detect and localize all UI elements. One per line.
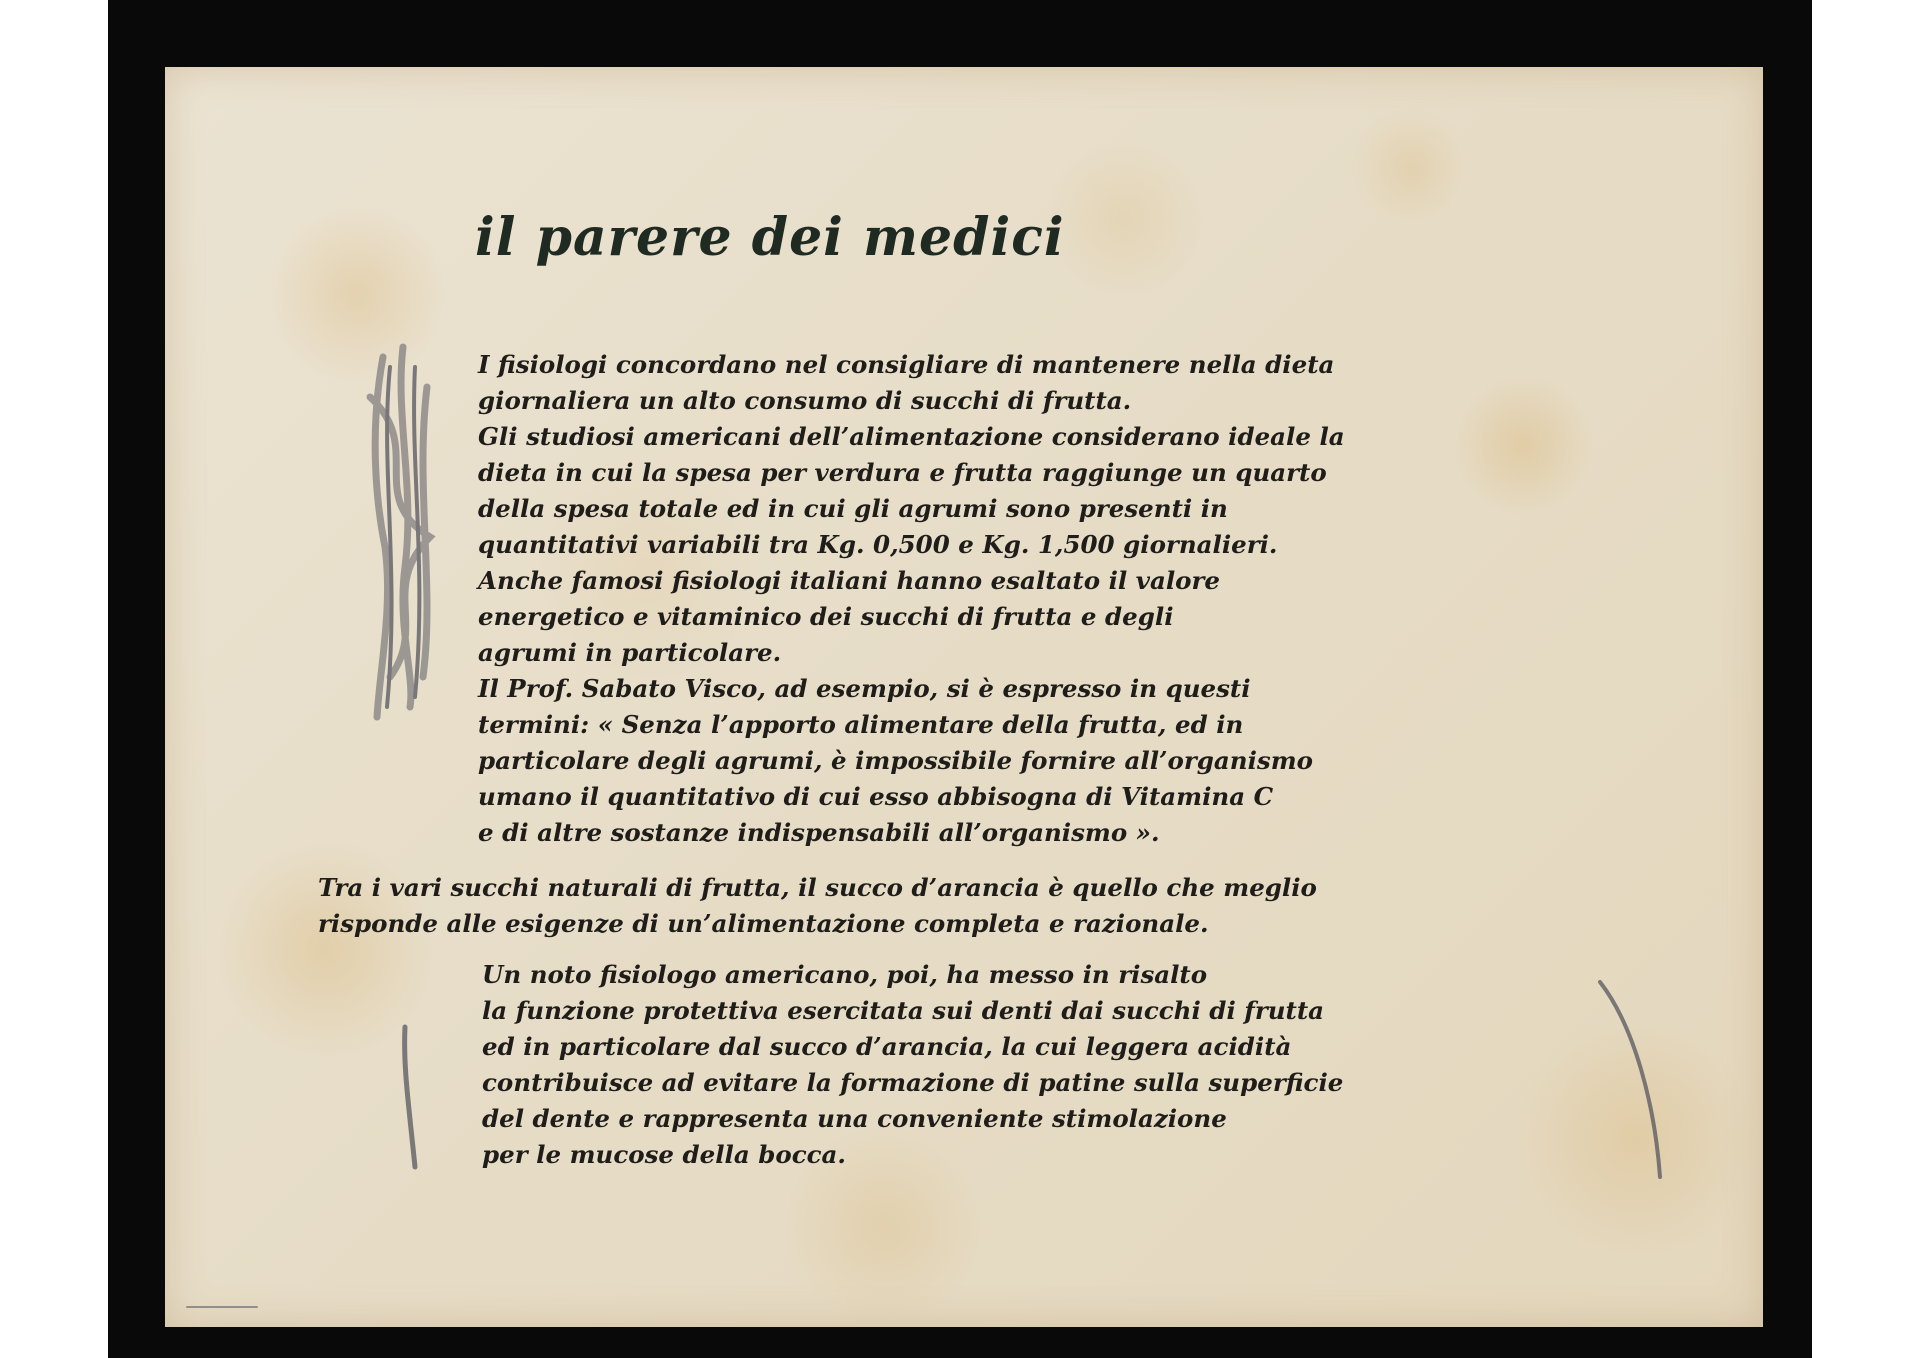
text-line: per le mucose della bocca. [482, 1140, 846, 1169]
paragraph-teeth [482, 957, 1343, 1173]
text-line: del dente e rappresenta una conveniente stimolazione [482, 1104, 1227, 1133]
text-line: termini: « Senza l’apporto alimentare della frutta, ed in [478, 710, 1244, 739]
text-line: Tra i vari succhi naturali di frutta, il succo d’arancia è quello che meglio [318, 873, 1317, 902]
text-line: ed in particolare dal succo d’arancia, la cui leggera acidità [482, 1032, 1292, 1061]
paragraph-orange-juice [318, 870, 1317, 942]
text-line: I fisiologi concordano nel consigliare di mantenere nella dieta [478, 350, 1335, 379]
text-line: Anche famosi fisiologi italiani hanno esaltato il valore [478, 566, 1221, 595]
text-line: particolare degli agrumi, è impossibile fornire all’organismo [478, 746, 1313, 775]
page-title: il parere dei medici [475, 207, 1065, 268]
text-line: agrumi in particolare. [478, 638, 782, 667]
pencil-mark-left [405, 1027, 415, 1167]
text-line: Il Prof. Sabato Visco, ad esempio, si è espresso in questi [478, 674, 1251, 703]
text-line: Gli studiosi americani dell’alimentazione considerano ideale la [478, 422, 1345, 451]
pencil-mark-right [1600, 982, 1660, 1177]
text-line: energetico e vitaminico dei succhi di frutta e degli [478, 602, 1174, 631]
text-line: e di altre sostanze indispensabili all’organismo ». [478, 818, 1160, 847]
paper-sheet [165, 67, 1763, 1327]
pencil-scribble-large [370, 347, 430, 717]
pencil-scribble-large [387, 367, 419, 707]
text-line: contribuisce ad evitare la formazione di patine sulla superficie [482, 1068, 1344, 1097]
paragraph-physiologists [478, 347, 1345, 851]
text-line: dieta in cui la spesa per verdura e frutta raggiunge un quarto [478, 458, 1327, 487]
text-line: la funzione protettiva esercitata sui denti dai succhi di frutta [482, 996, 1325, 1025]
text-line: Un noto fisiologo americano, poi, ha messo in risalto [482, 960, 1208, 989]
text-line: risponde alle esigenze di un’alimentazione completa e razionale. [318, 909, 1209, 938]
text-line: quantitativi variabili tra Kg. 0,500 e Kg. 1,500 giornalieri. [478, 530, 1278, 559]
text-line: umano il quantitativo di cui esso abbisogna di Vitamina C [478, 782, 1274, 811]
text-line: giornaliera un alto consumo di succhi di frutta. [478, 386, 1132, 415]
text-line: della spesa totale ed in cui gli agrumi sono presenti in [478, 494, 1228, 523]
